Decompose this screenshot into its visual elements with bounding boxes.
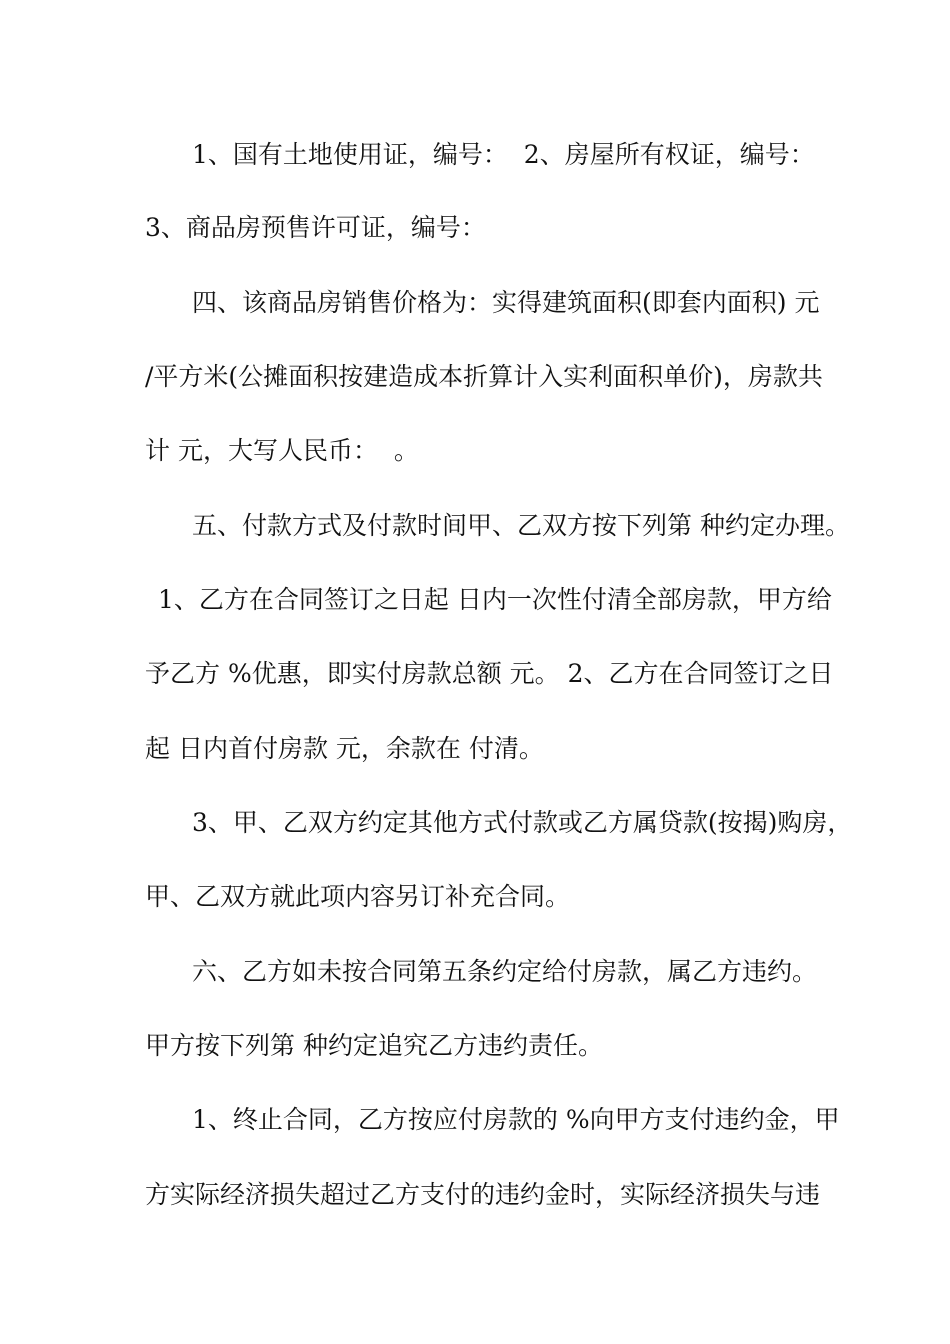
- text-line: 计 元，大写人民币： 。: [145, 436, 419, 465]
- text-line: 四、该商品房销售价格为：实得建筑面积(即套内面积) 元: [192, 288, 820, 317]
- text-line: 方实际经济损失超过乙方支付的违约金时，实际经济损失与违: [145, 1180, 821, 1209]
- text-line: 予乙方 %优惠，即实付房款总额 元。 2、乙方在合同签订之日: [145, 659, 834, 688]
- text-line: 1、乙方在合同签订之日起 日内一次性付清全部房款，甲方给: [158, 585, 832, 614]
- text-line: 甲方按下列第 种约定追究乙方违约责任。: [145, 1031, 603, 1060]
- text-line: 1、国有土地使用证，编号： 2、房屋所有权证，编号：: [192, 140, 815, 169]
- text-line: 起 日内首付房款 元，余款在 付清。: [145, 734, 544, 763]
- text-line: 3、甲、乙双方约定其他方式付款或乙方属贷款(按揭)购房，: [192, 808, 853, 837]
- text-line: 五、付款方式及付款时间甲、乙双方按下列第 种约定办理。: [192, 511, 850, 540]
- text-line: 1、终止合同，乙方按应付房款的 %向甲方支付违约金，甲: [192, 1105, 840, 1134]
- text-line: /平方米(公摊面积按建造成本折算计入实利面积单价)，房款共: [145, 362, 823, 391]
- text-line: 甲、乙双方就此项内容另订补充合同。: [145, 882, 571, 911]
- text-line: 六、乙方如未按合同第五条约定给付房款，属乙方违约。: [192, 957, 818, 986]
- text-line: 3、商品房预售许可证，编号：: [145, 213, 486, 242]
